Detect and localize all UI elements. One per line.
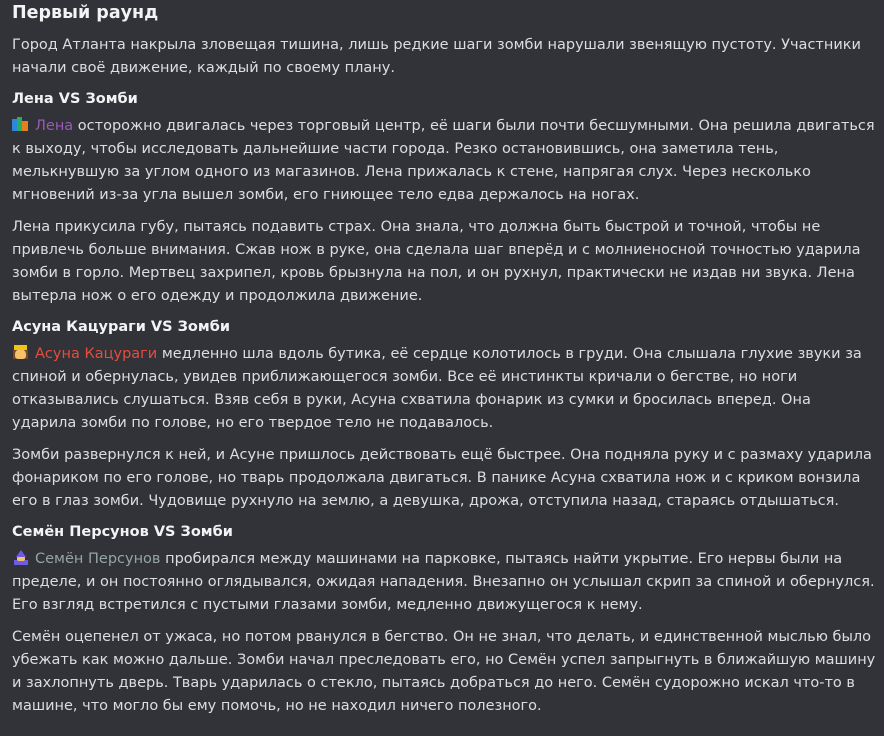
section-semen-paragraph-2: Семён оцепенел от ужаса, но потом рванулся в бегство. Он не знал, что делать, и единственной мыслью было убежать как можно дальше. Зомби начал преследовать его, но Семён успел запрыгнуть в ближайшую машину и захлопнуть дверь. Тварь ударилась о стекло, пытаясь добраться до него. Семён судорожно искал что-то в машине, что могло бы ему помочь, но не находил ничего полезного. [12, 629, 876, 714]
section-asuna-paragraph-2: Зомби развернулся к ней, и Асуне пришлось действовать ещё быстрее. Она подняла руку и с размаху ударила фонариком по его голове, но тварь продолжала двигаться. В панике Асуна схватила нож и с криком вонзила его в глаз зомби. Чудовище рухнуло на землю, а девушка, дрожа, отступила назад, стараясь отдышаться. [12, 447, 872, 509]
section-heading-lena: Лена VS Зомби [12, 91, 138, 107]
section-lena-paragraph-2: Лена прикусила губу, пытаясь подавить страх. Она знала, что должна быть быстрой и точной, чтобы не привлечь больше внимания. Сжав нож в руке, она сделала шаг вперёд и с молниеносной точностью ударила зомби в горло. Мертвец захрипел, кровь брызнула на пол, и он рухнул, практически не издав ни звука. Лена вытерла нож о его одежду и продолжила движение. [12, 219, 861, 304]
paragraph-text: пробирался между машинами на парковке, пытаясь найти укрытие. Его нервы были на пределе, и он постоянно оглядывался, ожидая нападения. Внезапно он услышал скрип за спиной и обернулся. Его взгляд встретился с пустыми глазами зомби, медленно движущегося к нему. [12, 551, 875, 613]
books-icon [12, 117, 29, 132]
paragraph-text: осторожно двигалась через торговый центр, её шаги были почти бесшумными. Она решила двигаться к выходу, чтобы исследовать дальнейшие части города. Резко остановившись, она заметила тень, мелькнувшую за углом одного из магазинов. Лена прижалась к стене, напрягая слух. Через несколько мгновений из-за угла вышел зомби, его гниющее тело едва держалось на ногах. [12, 118, 875, 203]
intro-paragraph: Город Атланта накрыла зловещая тишина, лишь редкие шаги зомби нарушали звенящую пустоту. Участники начали своё движение, каждый по своему плану. [12, 37, 861, 76]
round-title: Первый раунд [12, 3, 159, 23]
character-name-asuna[interactable]: Асуна Кацураги [35, 346, 158, 362]
section-lena-paragraph-1 [12, 115, 878, 207]
section-asuna-paragraph-1 [12, 343, 878, 435]
royal-person-icon [12, 345, 29, 360]
section-heading-asuna: Асуна Кацураги VS Зомби [12, 319, 231, 335]
mage-icon [12, 550, 29, 565]
section-semen-paragraph-1 [12, 548, 878, 617]
character-name-semen[interactable]: Семён Персунов [35, 551, 161, 567]
message-content [12, 0, 878, 718]
character-name-lena[interactable]: Лена [35, 118, 74, 134]
paragraph-text: медленно шла вдоль бутика, её сердце колотилось в груди. Она слышала глухие звуки за спиной и обернулась, увидев приближающегося зомби. Все её инстинкты кричали о бегстве, но ноги отказывались слушаться. Взяв себя в руки, Асуна схватила фонарик из сумки и бросилась вперед. Она ударила зомби по голове, но его твердое тело не подавалось. [12, 346, 862, 431]
section-heading-semen: Семён Персунов VS Зомби [12, 524, 233, 540]
